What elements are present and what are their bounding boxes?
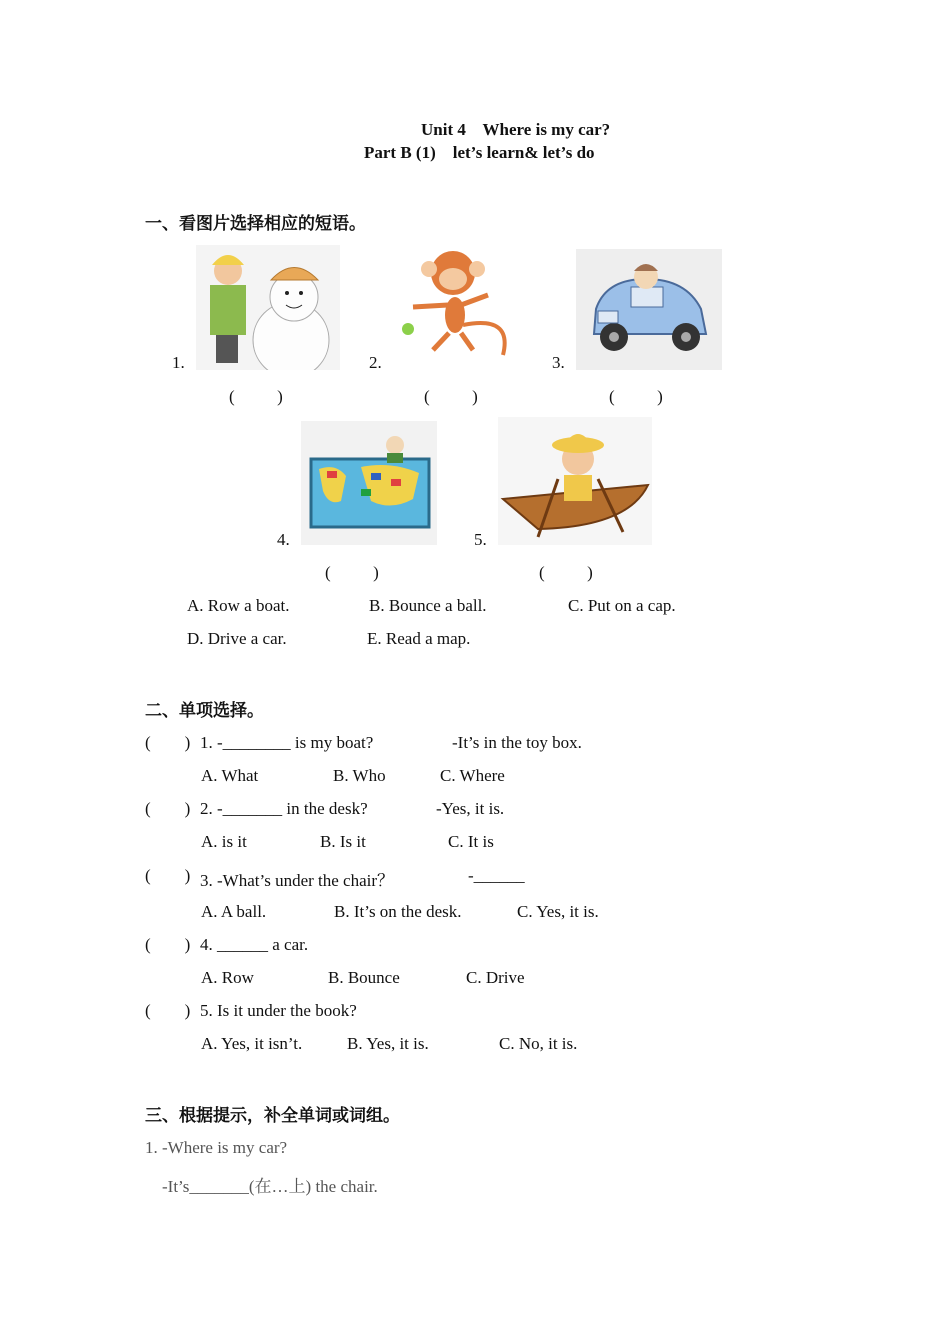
question-text: 3. -What’s under the chair？ <box>200 871 395 890</box>
snowman-cap-picture <box>196 245 340 370</box>
option-a: A. Row a boat. <box>187 596 290 615</box>
fill-question: 1. -Where is my car? <box>145 1138 288 1157</box>
question-text: 4. ______ a car. <box>200 935 309 954</box>
page-subtitle: Part B (1) let’s learn& let’s do <box>364 143 595 162</box>
choice: B. Is it <box>320 832 366 851</box>
answer-paren: ( ) <box>145 866 191 885</box>
question-reply: -It’s in the toy box. <box>452 733 582 752</box>
choice: A. A ball. <box>201 902 267 921</box>
choice: C. Where <box>440 766 505 785</box>
answer-paren: ( ) <box>145 1001 191 1020</box>
choice: A. is it <box>201 832 247 851</box>
toy-car-picture <box>576 249 722 370</box>
choice: B. Bounce <box>328 968 400 987</box>
option-d: D. Drive a car. <box>187 629 287 648</box>
answer-paren: ( ) <box>325 563 379 582</box>
monkey-ball-picture <box>393 245 523 370</box>
answer-paren: ( ) <box>609 387 663 406</box>
choice: B. It’s on the desk. <box>334 902 462 921</box>
section1-heading: 一、看图片选择相应的短语。 <box>145 214 366 234</box>
option-b: B. Bounce a ball. <box>369 596 487 615</box>
world-map-picture <box>301 421 437 545</box>
boy-boat-picture <box>498 417 652 545</box>
question-text: 5. Is it under the book? <box>200 1001 357 1020</box>
choice: C. It is <box>448 832 494 851</box>
picture-number: 4. <box>277 530 290 549</box>
question-text: 2. -_______ in the desk? <box>200 799 368 818</box>
choice: C. Drive <box>466 968 525 987</box>
answer-paren: ( ) <box>229 387 283 406</box>
answer-paren: ( ) <box>424 387 478 406</box>
choice: B. Yes, it is. <box>347 1034 429 1053</box>
choice: A. What <box>201 766 259 785</box>
answer-paren: ( ) <box>145 935 191 954</box>
fill-answer-line: -It’s_______(在…上) the chair. <box>162 1177 378 1196</box>
choice: C. Yes, it is. <box>517 902 599 921</box>
option-e: E. Read a map. <box>367 629 471 648</box>
choice: A. Yes, it isn’t. <box>201 1034 303 1053</box>
picture-number: 1. <box>172 353 185 372</box>
answer-paren: ( ) <box>145 799 191 818</box>
question-reply: -______ <box>468 866 525 885</box>
picture-number: 5. <box>474 530 487 549</box>
section3-heading: 三、根据提示，补全单词或词组。 <box>145 1106 400 1126</box>
question-text: 1. -________ is my boat? <box>200 733 374 752</box>
page-title: Unit 4 Where is my car? <box>421 120 611 139</box>
section2-heading: 二、单项选择。 <box>145 701 264 721</box>
choice: C. No, it is. <box>499 1034 578 1053</box>
picture-number: 2. <box>369 353 382 372</box>
picture-number: 3. <box>552 353 565 372</box>
question-reply: -Yes, it is. <box>436 799 505 818</box>
answer-paren: ( ) <box>539 563 593 582</box>
answer-paren: ( ) <box>145 733 191 752</box>
choice: A. Row <box>201 968 254 987</box>
choice: B. Who <box>333 766 386 785</box>
option-c: C. Put on a cap. <box>568 596 676 615</box>
